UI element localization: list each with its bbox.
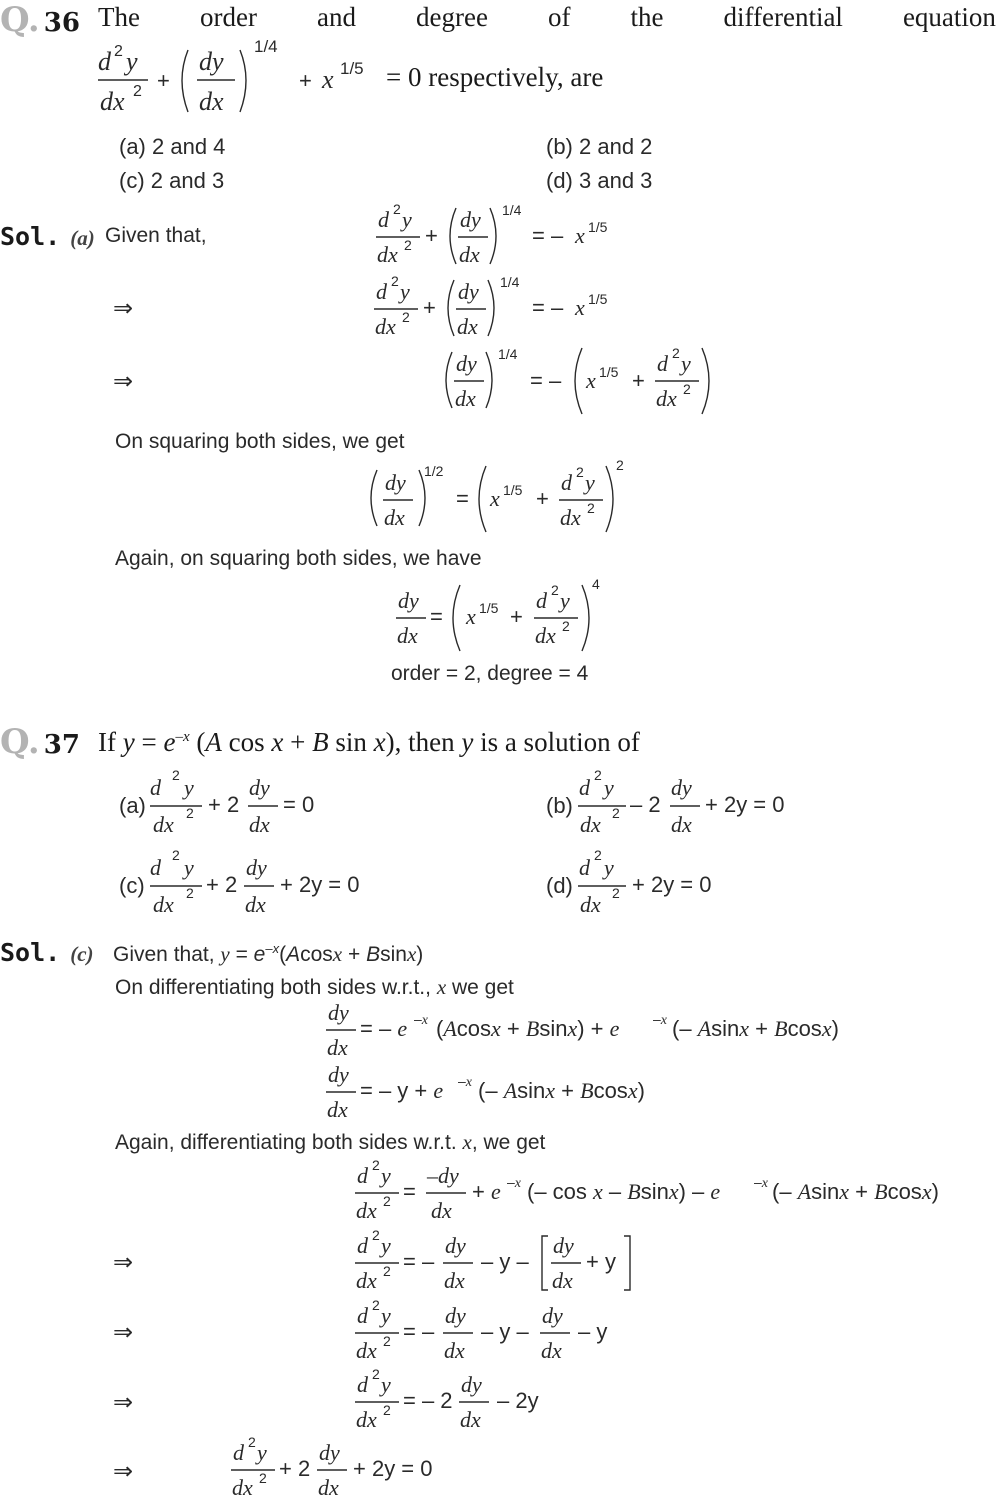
svg-text:+ 2: + 2: [206, 872, 238, 897]
option-label: (d): [546, 168, 573, 193]
svg-text:=: =: [430, 604, 443, 629]
q37-option-a-label[interactable]: (a): [119, 793, 146, 818]
svg-text:+ 2: + 2: [279, 1456, 311, 1481]
svg-text:dx: dx: [455, 386, 476, 411]
svg-text:–x: –x: [414, 1011, 429, 1028]
stem-word: degree: [415, 2, 488, 32]
svg-text:+ 2y = 0: + 2y = 0: [632, 872, 712, 897]
svg-text:1/5: 1/5: [588, 291, 608, 307]
stem-word: the: [630, 2, 664, 32]
svg-text:2: 2: [402, 309, 410, 325]
svg-text:2: 2: [114, 43, 123, 60]
svg-text:+ 2y = 0: + 2y = 0: [280, 872, 360, 897]
svg-text:d: d: [536, 588, 547, 613]
svg-text:2: 2: [383, 1333, 391, 1349]
svg-text:2: 2: [576, 464, 584, 480]
q36-squaring-text: On squaring both sides, we get: [115, 430, 405, 453]
svg-text:dx: dx: [444, 1338, 465, 1363]
svg-text:= – 2: = – 2: [403, 1388, 453, 1413]
svg-text:d: d: [376, 279, 387, 304]
svg-text:dx: dx: [375, 314, 396, 339]
svg-text:y: y: [681, 351, 691, 376]
svg-text:dy: dy: [458, 279, 479, 304]
svg-text:dy: dy: [461, 1372, 482, 1397]
svg-text:dx: dx: [541, 1338, 562, 1363]
svg-text:y: y: [184, 855, 194, 880]
svg-text:dx: dx: [356, 1268, 377, 1293]
svg-text:d: d: [378, 207, 389, 232]
q36-equation-tail: = 0 respectively, are: [386, 62, 604, 92]
svg-text:– y: – y: [578, 1319, 608, 1344]
svg-text:y: y: [381, 1233, 391, 1258]
svg-text:d: d: [150, 775, 161, 800]
svg-text:dx: dx: [377, 242, 398, 267]
svg-text:x: x: [575, 223, 585, 248]
option-label: (c): [119, 168, 145, 193]
svg-text:1/2: 1/2: [424, 463, 444, 479]
implies-arrow: ⇒: [113, 1389, 134, 1416]
stem-word: The: [98, 2, 140, 32]
svg-text:= 0: = 0: [283, 792, 315, 817]
svg-text:dx: dx: [431, 1198, 452, 1223]
svg-text:dy: dy: [553, 1233, 574, 1258]
svg-text:2: 2: [383, 1193, 391, 1209]
option-label: (a): [119, 134, 146, 159]
svg-text:dx: dx: [656, 386, 677, 411]
implies-arrow: ⇒: [113, 368, 134, 395]
svg-text:2: 2: [594, 767, 602, 783]
implies-arrow: ⇒: [113, 295, 134, 322]
svg-text:x: x: [575, 295, 585, 320]
svg-text:2: 2: [683, 381, 691, 397]
svg-text:–dy: –dy: [427, 1163, 459, 1188]
svg-text:dy: dy: [328, 1062, 349, 1087]
implies-arrow: ⇒: [113, 1249, 134, 1276]
svg-text:dx: dx: [552, 1268, 573, 1293]
svg-text:+ e: + e: [472, 1179, 501, 1204]
svg-text:1/5: 1/5: [340, 59, 364, 78]
diff1-end: we get: [451, 976, 514, 999]
svg-text:dx: dx: [153, 812, 174, 837]
svg-text:– y –: – y –: [481, 1249, 529, 1274]
svg-text:dx: dx: [457, 314, 478, 339]
svg-text:dx: dx: [356, 1198, 377, 1223]
svg-text:d: d: [98, 47, 111, 76]
svg-text:2: 2: [372, 1366, 380, 1382]
svg-text:y: y: [381, 1372, 391, 1397]
q37-sol-eq-5: [355, 1297, 607, 1363]
svg-text:dy: dy: [671, 775, 692, 800]
svg-text:dy: dy: [456, 351, 477, 376]
option-text: 2 and 4: [152, 134, 226, 159]
svg-text:2: 2: [612, 805, 620, 821]
svg-text:y: y: [402, 207, 412, 232]
question-37-stem: If $y = e^{-x}$ (A cos x + B sin x), then y is a solution of: [98, 727, 640, 757]
svg-text:d: d: [579, 775, 590, 800]
svg-text:dy: dy: [246, 855, 267, 880]
question-number: 36: [43, 8, 80, 38]
svg-text:2: 2: [391, 273, 399, 289]
svg-text:2: 2: [372, 1297, 380, 1313]
svg-text:dx: dx: [153, 892, 174, 917]
svg-text:(– Asinx + Bcosx): (– Asinx + Bcosx): [478, 1078, 645, 1103]
svg-text:dy: dy: [328, 1000, 349, 1025]
svg-text:y: y: [604, 775, 614, 800]
svg-text:= –: = –: [530, 368, 562, 393]
option-label: (b): [546, 134, 573, 159]
svg-text:dx: dx: [580, 892, 601, 917]
svg-text:1/4: 1/4: [500, 274, 520, 290]
svg-text:2: 2: [587, 500, 595, 516]
svg-text:dx: dx: [318, 1475, 339, 1498]
svg-text:d: d: [150, 855, 161, 880]
solution-label: Sol.: [0, 222, 61, 251]
svg-text:+: +: [425, 223, 438, 248]
q37-diff2-text: Again, differentiating both sides w.r.t. x, we get: [115, 1130, 546, 1154]
svg-text:1/5: 1/5: [479, 600, 499, 616]
svg-text:y: y: [400, 279, 410, 304]
svg-text:dy: dy: [445, 1233, 466, 1258]
svg-text:dx: dx: [444, 1268, 465, 1293]
svg-text:2: 2: [372, 1157, 380, 1173]
diff2-end: , we get: [471, 1131, 546, 1154]
q37-sol-eq-1: [326, 1000, 839, 1060]
implies-arrow: ⇒: [113, 1458, 134, 1485]
svg-text:x: x: [490, 486, 500, 511]
svg-text:+: +: [536, 486, 549, 511]
svg-text:2: 2: [562, 618, 570, 634]
svg-text:1/4: 1/4: [254, 37, 278, 56]
svg-text:+: +: [510, 604, 523, 629]
svg-text:d: d: [657, 351, 668, 376]
svg-text:d: d: [579, 855, 590, 880]
solution-answer: (a): [70, 226, 95, 250]
svg-text:= – y + e: = – y + e: [360, 1078, 444, 1103]
svg-text:1/4: 1/4: [498, 346, 518, 362]
svg-text:+: +: [632, 368, 645, 393]
svg-text:– y –: – y –: [481, 1319, 529, 1344]
svg-text:2: 2: [612, 885, 620, 901]
svg-text:d: d: [561, 470, 572, 495]
svg-text:–x: –x: [507, 1174, 522, 1191]
svg-text:+: +: [423, 295, 436, 320]
svg-text:dy: dy: [319, 1440, 340, 1465]
svg-text:= – e: = – e: [360, 1016, 408, 1041]
svg-text:(– Asinx + Bcosx): (– Asinx + Bcosx): [772, 1179, 939, 1204]
stem-word: and: [316, 2, 356, 32]
stem-word: order: [200, 2, 257, 32]
svg-text:= –: = –: [532, 223, 564, 248]
svg-text:dy: dy: [445, 1303, 466, 1328]
svg-text:dy: dy: [542, 1303, 563, 1328]
given-text: Given that,: [113, 943, 215, 966]
q36-result: order = 2, degree = 4: [391, 662, 589, 685]
q37-option-d-label[interactable]: (d): [546, 873, 573, 898]
svg-text:dx: dx: [397, 623, 418, 648]
svg-text:dy: dy: [385, 470, 406, 495]
q36-given-text: Given that,: [105, 224, 207, 247]
svg-text:dy: dy: [460, 207, 481, 232]
q37-diff1-text: On differentiating both sides w.r.t., x we get: [115, 975, 514, 999]
svg-text:dx: dx: [100, 87, 125, 116]
svg-text:2: 2: [172, 767, 180, 783]
q37-option-b-label[interactable]: (b): [546, 793, 573, 818]
stem-word: equation: [902, 2, 996, 32]
svg-text:dx: dx: [199, 87, 224, 116]
svg-text:1/5: 1/5: [599, 364, 619, 380]
svg-text:–x: –x: [653, 1011, 668, 1028]
q37-sol-eq-6: [355, 1366, 539, 1432]
q37-sol-eq-4: [355, 1227, 630, 1293]
svg-text:– 2y: – 2y: [497, 1388, 539, 1413]
svg-text:+: +: [157, 68, 170, 93]
option-text: 2 and 2: [579, 134, 653, 159]
stem-word: differential: [723, 2, 843, 32]
svg-text:2: 2: [186, 885, 194, 901]
svg-text:+ y: + y: [586, 1249, 616, 1274]
solution-answer: (c): [70, 942, 94, 966]
svg-text:(– Asinx + Bcosx): (– Asinx + Bcosx): [672, 1016, 839, 1041]
svg-text:2: 2: [551, 582, 559, 598]
svg-text:= –: = –: [403, 1319, 435, 1344]
svg-text:dx: dx: [460, 1407, 481, 1432]
svg-text:2: 2: [383, 1263, 391, 1279]
svg-text:2: 2: [594, 847, 602, 863]
svg-text:2: 2: [259, 1470, 267, 1486]
svg-text:x: x: [322, 65, 334, 94]
question-number: 37: [43, 730, 80, 760]
stem-word: of: [547, 2, 571, 32]
svg-text:4: 4: [592, 576, 600, 592]
svg-text:1/5: 1/5: [503, 482, 523, 498]
svg-text:y: y: [381, 1163, 391, 1188]
q37-sol-eq-2: [326, 1062, 645, 1122]
svg-text:y: y: [184, 775, 194, 800]
svg-text:d: d: [357, 1303, 368, 1328]
question-marker: Q.: [0, 722, 40, 762]
q36-squaring-again-text: Again, on squaring both sides, we have: [115, 547, 482, 570]
diff1-text: On differentiating both sides w.r.t.,: [115, 976, 431, 999]
svg-text:1/5: 1/5: [588, 219, 608, 235]
q37-given: Given that, $y = e^{-x}(Acosx + Bsinx)$: [113, 941, 424, 966]
svg-text:dx: dx: [459, 242, 480, 267]
svg-text:dx: dx: [580, 812, 601, 837]
q37-option-c-label[interactable]: (c): [119, 873, 145, 898]
option-text: 3 and 3: [579, 168, 653, 193]
svg-text:1/4: 1/4: [502, 202, 522, 218]
stem-text: is a solution of: [480, 727, 640, 757]
svg-text:d: d: [233, 1440, 244, 1465]
svg-text:2: 2: [372, 1227, 380, 1243]
stem-text: If: [98, 727, 116, 757]
solution-label: Sol.: [0, 938, 61, 967]
svg-text:y: y: [126, 47, 138, 76]
svg-text:2: 2: [393, 201, 401, 217]
svg-text:dx: dx: [384, 505, 405, 530]
svg-text:dx: dx: [535, 623, 556, 648]
implies-arrow: ⇒: [113, 1319, 134, 1346]
svg-text:y: y: [604, 855, 614, 880]
stem-text: , then: [394, 727, 455, 757]
option-text: 2 and 3: [150, 168, 225, 193]
svg-text:=: =: [456, 486, 469, 511]
q37-sol-eq-7: [231, 1434, 433, 1498]
svg-text:2: 2: [383, 1402, 391, 1418]
svg-text:2: 2: [172, 847, 180, 863]
svg-text:(– cos x – Bsinx) – e: (– cos x – Bsinx) – e: [527, 1179, 721, 1204]
svg-text:+ 2: + 2: [208, 792, 240, 817]
svg-text:(Acosx + Bsinx) + e: (Acosx + Bsinx) + e: [436, 1016, 620, 1041]
svg-text:dx: dx: [356, 1407, 377, 1432]
svg-text:dy: dy: [249, 775, 270, 800]
svg-text:2: 2: [133, 83, 142, 100]
svg-text:dx: dx: [560, 505, 581, 530]
svg-text:–x: –x: [754, 1174, 769, 1191]
svg-text:= –: = –: [532, 295, 564, 320]
svg-text:+: +: [299, 68, 312, 93]
svg-text:y: y: [257, 1440, 267, 1465]
diff2-text: Again, differentiating both sides w.r.t.: [115, 1131, 457, 1154]
svg-text:dx: dx: [245, 892, 266, 917]
svg-text:y: y: [585, 470, 595, 495]
svg-text:2: 2: [672, 345, 680, 361]
svg-text:d: d: [357, 1233, 368, 1258]
svg-text:dy: dy: [398, 588, 419, 613]
svg-text:dx: dx: [327, 1035, 348, 1060]
svg-text:dx: dx: [327, 1097, 348, 1122]
svg-text:d: d: [357, 1372, 368, 1397]
svg-text:x: x: [586, 368, 596, 393]
svg-text:dx: dx: [249, 812, 270, 837]
svg-text:d: d: [357, 1163, 368, 1188]
question-marker: Q.: [0, 0, 40, 40]
svg-text:y: y: [560, 588, 570, 613]
svg-text:+ 2y = 0: + 2y = 0: [705, 792, 785, 817]
svg-text:dx: dx: [671, 812, 692, 837]
svg-text:dx: dx: [356, 1338, 377, 1363]
svg-text:–x: –x: [458, 1073, 473, 1090]
svg-text:2: 2: [186, 805, 194, 821]
svg-text:– 2: – 2: [630, 792, 661, 817]
svg-text:=: =: [403, 1179, 416, 1204]
svg-text:dx: dx: [232, 1475, 253, 1498]
svg-text:= –: = –: [403, 1249, 435, 1274]
svg-text:y: y: [381, 1303, 391, 1328]
svg-text:x: x: [466, 604, 476, 629]
svg-text:dy: dy: [199, 47, 224, 76]
svg-text:2: 2: [248, 1434, 256, 1450]
q37-sol-eq-3: [355, 1157, 939, 1223]
svg-text:2: 2: [616, 457, 624, 473]
svg-text:2: 2: [404, 237, 412, 253]
svg-text:+ 2y = 0: + 2y = 0: [353, 1456, 433, 1481]
